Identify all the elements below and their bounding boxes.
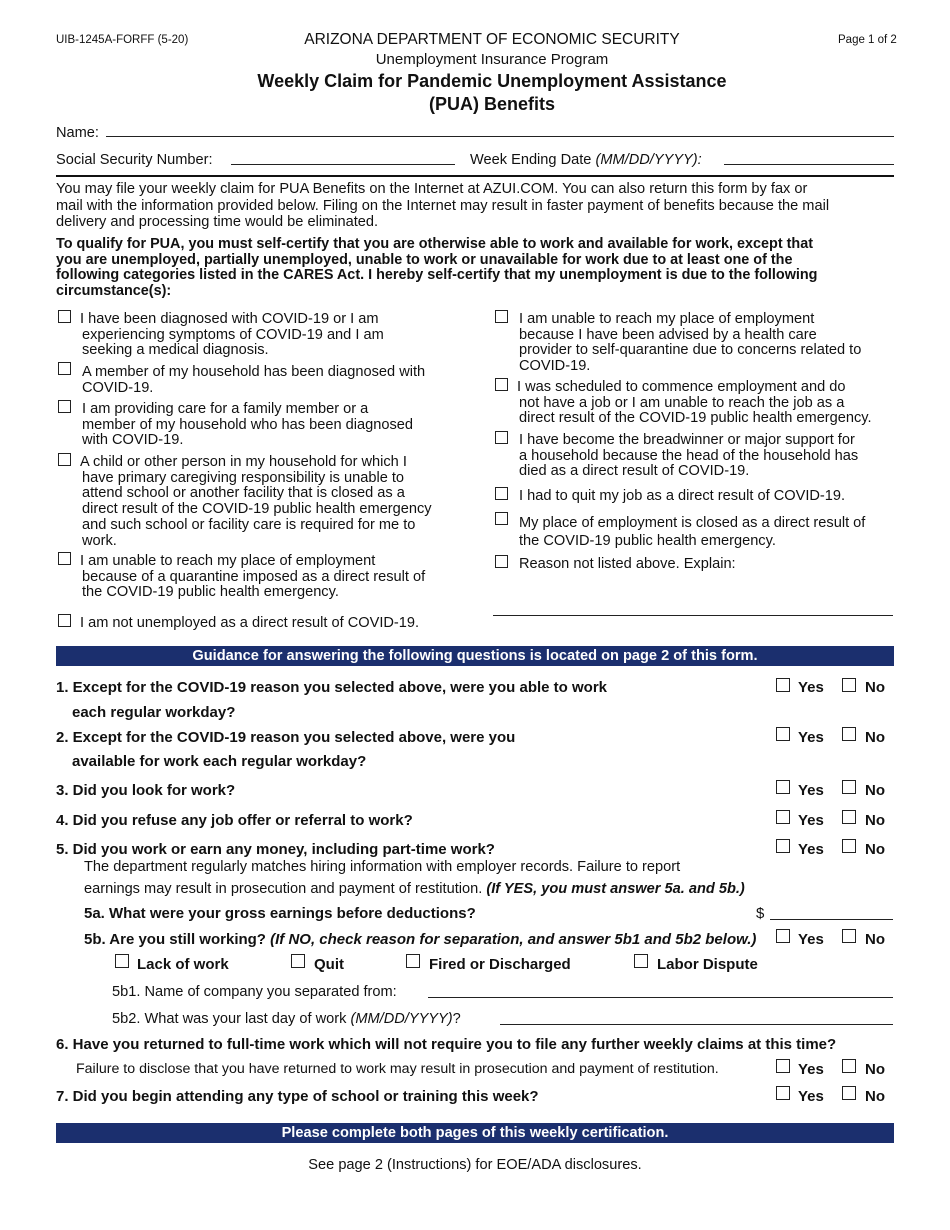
- no-checkbox[interactable]: [842, 1086, 856, 1100]
- circumstance-quarantine: I am unable to reach my place of employment because of a quarantine imposed as a direct result of the COVID-19 public health emergency.: [80, 553, 426, 601]
- company-name-field[interactable]: [428, 997, 893, 998]
- agency-name: ARIZONA DEPARTMENT OF ECONOMIC SECURITY: [304, 31, 680, 48]
- checkbox-providing-care[interactable]: [58, 400, 71, 413]
- yes-checkbox[interactable]: [776, 929, 790, 943]
- checkbox-quit[interactable]: [291, 954, 305, 968]
- question-5b2: 5b2. What was your last day of work (MM/DD/YYYY)?: [112, 1011, 461, 1027]
- last-day-field[interactable]: [500, 1024, 893, 1025]
- reason-quit: Quit: [314, 956, 344, 973]
- checkbox-not-unemployed[interactable]: [58, 614, 71, 627]
- no-label: No: [865, 729, 885, 746]
- circumstance-advised-quarantine: I am unable to reach my place of employment because I have been advised by a health care provider to self-quarantine due to concerns related to COVID-19.: [519, 311, 862, 375]
- reason-fired: Fired or Discharged: [429, 956, 571, 973]
- name-field[interactable]: [106, 136, 894, 137]
- reason-lack-of-work: Lack of work: [137, 956, 229, 973]
- question-6-note: Failure to disclose that you have returned to work may result in prosecution and payment of restitution.: [76, 1061, 719, 1077]
- gross-earnings-field[interactable]: [770, 919, 893, 920]
- question-1: 1. Except for the COVID-19 reason you selected above, were you able to work: [56, 679, 608, 696]
- yes-label: Yes: [798, 931, 824, 948]
- question-7: 7. Did you begin attending any type of school or training this week?: [56, 1088, 539, 1105]
- reason-labor-dispute: Labor Dispute: [657, 956, 758, 973]
- circumstance-scheduled-employment: I was scheduled to commence employment and do not have a job or I am unable to reach the job as a direct result of the COVID-19 public health emergency.: [517, 379, 872, 427]
- question-4: 4. Did you refuse any job offer or referral to work?: [56, 812, 413, 829]
- complete-both-pages-banner: Please complete both pages of this weekly certification.: [56, 1123, 894, 1143]
- intro-paragraph: You may file your weekly claim for PUA Benefits on the Internet at AZUI.COM. You can also return this form by fax or mail with the information provided below. Filing on the Internet may result in faster payment of benefits because the mail delivery and processing time would be eliminated.: [56, 181, 830, 230]
- circumstance-workplace-closed: My place of employment is closed as a direct result of the COVID-19 public health emergency.: [519, 515, 866, 549]
- no-label: No: [865, 841, 885, 858]
- checkbox-quit-job[interactable]: [495, 487, 508, 500]
- question-5b: 5b. Are you still working? (If NO, check reason for separation, and answer 5b1 and 5b2 below.): [84, 931, 757, 948]
- yes-checkbox[interactable]: [776, 1059, 790, 1073]
- checkbox-fired[interactable]: [406, 954, 420, 968]
- question-2: 2. Except for the COVID-19 reason you selected above, were you: [56, 729, 516, 746]
- checkbox-scheduled-employment[interactable]: [495, 378, 508, 391]
- self-certify-statement: To qualify for PUA, you must self-certify that you are otherwise able to work and available for work, except that you are unemployed, partially unemployed, unable to work or unavailable for work due to at least one of the following categories listed in the CARES Act. I hereby self-certify that my unemployment is due to the following circumstance(s):: [56, 236, 818, 300]
- question-1-continued: each regular workday?: [72, 704, 236, 721]
- no-label: No: [865, 1088, 885, 1105]
- checkbox-labor-dispute[interactable]: [634, 954, 648, 968]
- checkbox-workplace-closed[interactable]: [495, 512, 508, 525]
- no-label: No: [865, 782, 885, 799]
- yes-label: Yes: [798, 679, 824, 696]
- checkbox-lack-of-work[interactable]: [115, 954, 129, 968]
- no-checkbox[interactable]: [842, 1059, 856, 1073]
- yes-label: Yes: [798, 812, 824, 829]
- currency-sign: $: [756, 905, 765, 922]
- program-name: Unemployment Insurance Program: [375, 51, 609, 68]
- question-5-note-2: earnings may result in prosecution and payment of restitution. (If YES, you must answer 5a. and 5b.): [84, 881, 745, 897]
- no-checkbox[interactable]: [842, 929, 856, 943]
- question-5: 5. Did you work or earn any money, including part-time work?: [56, 841, 495, 858]
- circumstance-other-reason: Reason not listed above. Explain:: [519, 556, 736, 572]
- no-checkbox[interactable]: [842, 678, 856, 692]
- checkbox-child-caregiving[interactable]: [58, 453, 71, 466]
- checkbox-advised-quarantine[interactable]: [495, 310, 508, 323]
- no-label: No: [865, 812, 885, 829]
- yes-label: Yes: [798, 1088, 824, 1105]
- checkbox-breadwinner[interactable]: [495, 431, 508, 444]
- week-ending-label: Week Ending Date (MM/DD/YYYY):: [470, 152, 702, 168]
- yes-checkbox[interactable]: [776, 1086, 790, 1100]
- form-title-line2: (PUA) Benefits: [428, 94, 555, 114]
- yes-checkbox[interactable]: [776, 727, 790, 741]
- yes-checkbox[interactable]: [776, 839, 790, 853]
- question-3: 3. Did you look for work?: [56, 782, 236, 799]
- question-2-continued: available for work each regular workday?: [72, 753, 367, 770]
- circumstance-child-caregiving: A child or other person in my household for which I have primary caregiving responsibility is unable to attend school or another facility that is closed as a direct result of the COVID-19 public health emergency and such school or facility care is required for me to work.: [80, 454, 432, 549]
- yes-label: Yes: [798, 841, 824, 858]
- checkbox-other-reason[interactable]: [495, 555, 508, 568]
- yes-checkbox[interactable]: [776, 780, 790, 794]
- no-label: No: [865, 1061, 885, 1078]
- checkbox-quarantine[interactable]: [58, 552, 71, 565]
- guidance-banner: Guidance for answering the following questions is located on page 2 of this form.: [56, 646, 894, 666]
- checkbox-household-diagnosed[interactable]: [58, 362, 71, 375]
- no-checkbox[interactable]: [842, 810, 856, 824]
- name-label: Name:: [56, 125, 99, 141]
- circumstance-breadwinner: I have become the breadwinner or major support for a household because the head of the household has died as a direct result of COVID-19.: [519, 432, 859, 480]
- circumstance-household-diagnosed: A member of my household has been diagnosed with COVID-19.: [82, 364, 426, 396]
- divider: [56, 175, 894, 177]
- yes-checkbox[interactable]: [776, 810, 790, 824]
- yes-label: Yes: [798, 729, 824, 746]
- footer-note: See page 2 (Instructions) for EOE/ADA disclosures.: [308, 1157, 642, 1173]
- ssn-label: Social Security Number:: [56, 152, 213, 168]
- no-label: No: [865, 679, 885, 696]
- ssn-field[interactable]: [231, 164, 455, 165]
- circumstance-diagnosed: I have been diagnosed with COVID-19 or I am experiencing symptoms of COVID-19 and I am seeking a medical diagnosis.: [80, 311, 384, 359]
- yes-label: Yes: [798, 782, 824, 799]
- explain-field[interactable]: [493, 615, 893, 616]
- no-label: No: [865, 931, 885, 948]
- checkbox-diagnosed[interactable]: [58, 310, 71, 323]
- no-checkbox[interactable]: [842, 780, 856, 794]
- yes-checkbox[interactable]: [776, 678, 790, 692]
- form-title: Weekly Claim for Pandemic Unemployment Assistance: [257, 71, 727, 91]
- question-5-note: The department regularly matches hiring information with employer records. Failure to report: [84, 859, 681, 875]
- question-5a: 5a. What were your gross earnings before deductions?: [84, 905, 476, 922]
- week-ending-field[interactable]: [724, 164, 894, 165]
- question-5b1: 5b1. Name of company you separated from:: [112, 984, 397, 1000]
- no-checkbox[interactable]: [842, 839, 856, 853]
- no-checkbox[interactable]: [842, 727, 856, 741]
- circumstance-quit-job: I had to quit my job as a direct result of COVID-19.: [519, 488, 846, 504]
- circumstance-not-unemployed: I am not unemployed as a direct result of COVID-19.: [80, 615, 420, 631]
- form-id: UIB-1245A-FORFF (5-20): [56, 34, 189, 46]
- circumstance-providing-care: I am providing care for a family member or a member of my household who has been diagnosed with COVID-19.: [82, 401, 414, 449]
- question-6: 6. Have you returned to full-time work which will not require you to file any further weekly claims at this time?: [56, 1036, 837, 1053]
- yes-label: Yes: [798, 1061, 824, 1078]
- page-number: Page 1 of 2: [838, 34, 897, 46]
